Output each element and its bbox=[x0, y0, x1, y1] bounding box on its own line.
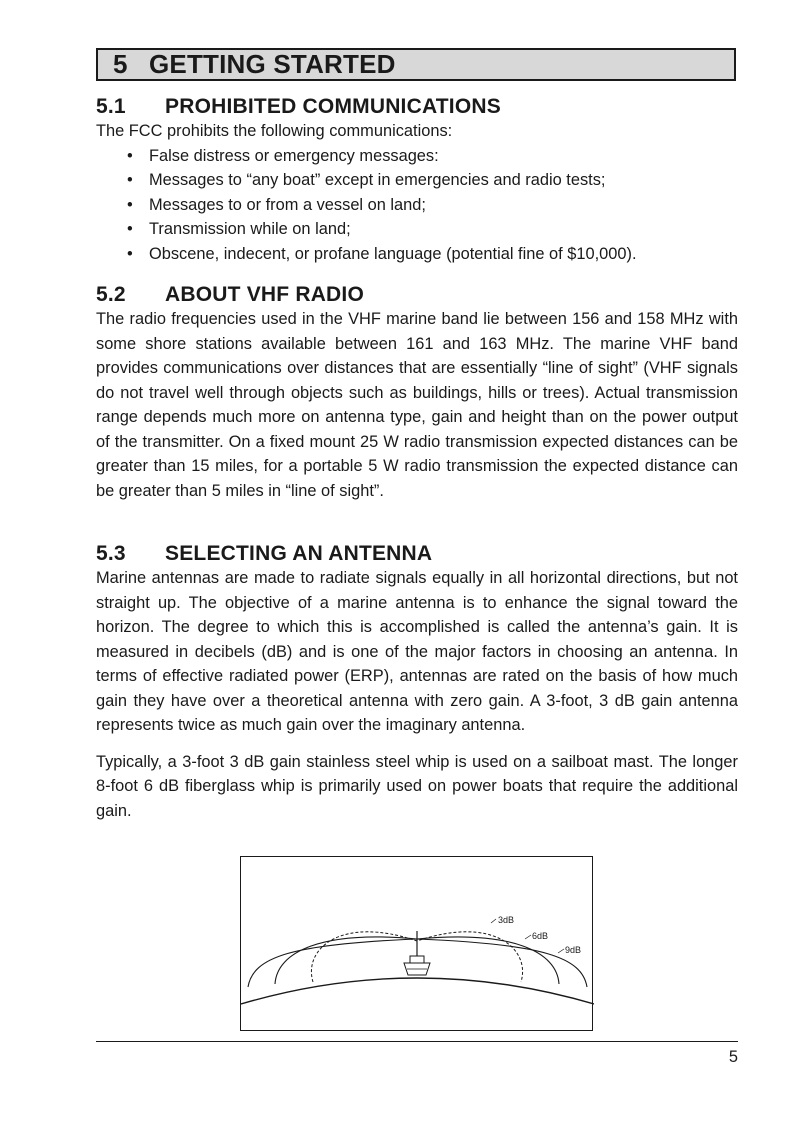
boat-icon bbox=[404, 931, 430, 975]
chapter-number: 5 bbox=[113, 49, 128, 79]
list-item: • Transmission while on land; bbox=[127, 220, 351, 238]
page-number: 5 bbox=[728, 1048, 738, 1066]
horizon-curve bbox=[241, 978, 594, 1004]
prohibited-list bbox=[96, 144, 738, 267]
section-number: 5.2 bbox=[96, 283, 126, 306]
label-6db: 6dB bbox=[532, 931, 549, 941]
section-number: 5.3 bbox=[96, 542, 126, 565]
section-heading bbox=[96, 94, 738, 119]
list-item: • Messages to “any boat” except in emergencies and radio tests; bbox=[127, 171, 606, 189]
list-item: • Messages to or from a vessel on land; bbox=[127, 195, 426, 214]
label-9db: 9dB bbox=[565, 945, 582, 955]
section-title: ABOUT VHF RADIO bbox=[165, 283, 364, 306]
label-3db: 3dB bbox=[498, 915, 515, 925]
section-heading bbox=[96, 541, 738, 566]
section-selecting-an-antenna bbox=[96, 541, 738, 823]
section-about-vhf-radio bbox=[96, 282, 738, 503]
antenna-gain-figure bbox=[240, 856, 593, 1031]
list-item: • Obscene, indecent, or profane language (potential fine of $10,000). bbox=[127, 244, 637, 263]
radiation-pattern-diagram bbox=[241, 857, 594, 1032]
section-body: The radio frequencies used in the VHF marine band lie between 156 and 158 MHz with some shore stations available between 161 and 163 MHz. The marine VHF band provides communications over distances that are essentially “line of sight” (VHF signals do not travel well through objects such as buildings, hills or trees). Actual transmission range depends much more on antenna type, gain and height than on the power output of the transmitter. On a fixed mount 25 W radio transmission expected distances can be greater than 15 miles, for a portable 5 W radio transmission the expected distance can be greater than 5 miles in “line of sight”. bbox=[96, 310, 738, 500]
footer-divider bbox=[96, 1041, 738, 1042]
section-body: Typically, a 3-foot 3 dB gain stainless steel whip is used on a sailboat mast. The longer 8-foot 6 dB fiberglass whip is primarily used on power boats that require the additional gain. bbox=[96, 752, 738, 820]
section-prohibited-communications bbox=[96, 94, 738, 266]
section-number: 5.1 bbox=[96, 95, 126, 118]
chapter-title: GETTING STARTED bbox=[149, 49, 396, 79]
section-heading bbox=[96, 282, 738, 307]
chapter-heading bbox=[96, 48, 736, 81]
section-title: PROHIBITED COMMUNICATIONS bbox=[165, 95, 501, 118]
section-title: SELECTING AN ANTENNA bbox=[165, 542, 433, 565]
list-item: • False distress or emergency messages: bbox=[127, 146, 439, 165]
section-intro: The FCC prohibits the following communications: bbox=[96, 122, 453, 140]
section-body: Marine antennas are made to radiate signals equally in all horizontal directions, but not straight up. The objective of a marine antenna is to enhance the signal toward the horizon. The degree to which this is accomplished is called the antenna’s gain. It is measured in decibels (dB) and is one of the major factors in choosing an antenna. In terms of effective radiated power (ERP), antennas are rated on the basis of how much gain they have over a theoretical antenna with zero gain. A 3-foot, 3 dB gain antenna represents twice as much gain over the imaginary antenna. bbox=[96, 569, 738, 734]
